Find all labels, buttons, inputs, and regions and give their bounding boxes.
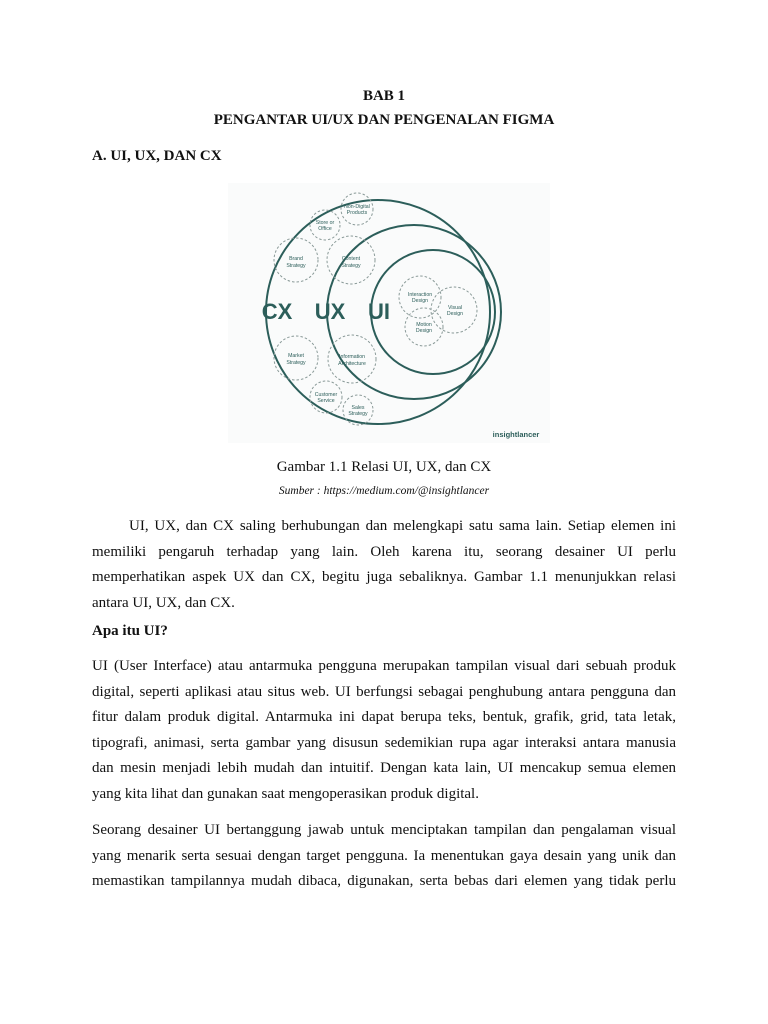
label-info-arch-2: Architecture: [338, 361, 366, 367]
label-market-1: Market: [288, 353, 304, 359]
paragraph-ui-designer: [92, 818, 676, 895]
label-visual-2: Design: [446, 311, 464, 317]
label-content-2: Strategy: [341, 263, 361, 269]
paragraph-line: digital, seperti aplikasi atau situs web. UI berfungsi sebagai penghubung antara pengguna dan: [92, 683, 676, 700]
ux-label: UX: [314, 299, 346, 324]
insightlancer-logo: insightlancer: [492, 430, 540, 439]
paragraph-line: memiliki pengaruh terhadap yang lain. Oleh karena itu, seorang desainer UI perlu: [92, 543, 676, 560]
label-motion-2: Design: [415, 328, 433, 334]
paragraph-line: antara UI, UX, dan CX.: [92, 594, 235, 611]
paragraph-relation: [92, 514, 676, 616]
paragraph-line: memastikan tampilannya mudah dibaca, digunakan, serta bebas dari elemen yang tidak perlu: [92, 873, 676, 890]
label-info-arch-1: Information: [339, 354, 365, 360]
paragraph-line: yang menarik serta sesuai dengan target pengguna. Ia menentukan gaya desain yang unik dan: [92, 847, 676, 864]
label-motion-1: Motion: [416, 322, 432, 328]
label-non-digital-2: Products: [346, 210, 368, 216]
paragraph-line: tipografi, animasi, serta gambar yang disusun sedemikian rupa agar interaksi antara manusia: [92, 734, 676, 751]
label-non-digital-1: Non-Digital: [344, 204, 370, 210]
chapter-title: PENGANTAR UI/UX DAN PENGENALAN FIGMA: [213, 112, 555, 128]
label-brand-2: Strategy: [286, 263, 306, 269]
label-customer-1: Customer: [314, 392, 338, 398]
figure-source: Sumber : https://medium.com/@insightlancer: [278, 485, 490, 497]
paragraph-line: UI, UX, dan CX saling berhubungan dan melengkapi satu sama lain. Setiap elemen ini: [129, 518, 676, 534]
cx-label: CX: [261, 299, 293, 324]
venn-diagram: [228, 183, 550, 443]
label-store-2: Office: [318, 226, 332, 232]
paragraph-line: fitur dalam produk digital. Antarmuka ini dapat berupa teks, bentuk, grafik, grid, tata letak,: [92, 709, 676, 726]
paragraph-line: dan mesin menjadi lebih mudah dan intuitif. Dengan kata lain, UI mencakup semua elemen: [92, 760, 676, 777]
figure-ui-ux-cx: [228, 183, 550, 443]
chapter-number: BAB 1: [362, 88, 406, 104]
label-interaction-1: Interaction: [407, 292, 433, 298]
paragraph-line: UI (User Interface) atau antarmuka pengguna merupakan tampilan visual dari sebuah produk: [92, 658, 676, 674]
label-customer-2: Service: [317, 398, 335, 404]
figure-caption: Gambar 1.1 Relasi UI, UX, dan CX: [276, 459, 492, 475]
paragraph-line: memperhatikan aspek UX dan CX, begitu juga sebaliknya. Gambar 1.1 menunjukkan relasi: [92, 569, 676, 586]
subheading-what-is-ui: Apa itu UI?: [92, 623, 168, 639]
paragraph-ui-definition: [92, 654, 676, 808]
paragraph-line: yang kita lihat dan gunakan saat mengoperasikan produk digital.: [92, 785, 479, 802]
label-store-1: Store or: [315, 220, 335, 226]
ui-label: UI: [368, 299, 390, 324]
label-sales-1: Sales: [351, 405, 365, 411]
paragraph-line: Seorang desainer UI bertanggung jawab untuk menciptakan tampilan dan pengalaman visual: [92, 822, 676, 838]
ux-circle: [327, 225, 501, 399]
label-content-1: Content: [341, 256, 361, 262]
section-heading: A. UI, UX, DAN CX: [92, 148, 222, 164]
label-market-2: Strategy: [286, 360, 306, 366]
label-brand-1: Brand: [289, 256, 303, 262]
label-sales-2: Strategy: [348, 411, 368, 417]
label-interaction-2: Design: [411, 298, 429, 304]
label-visual-1: Visual: [447, 305, 463, 311]
